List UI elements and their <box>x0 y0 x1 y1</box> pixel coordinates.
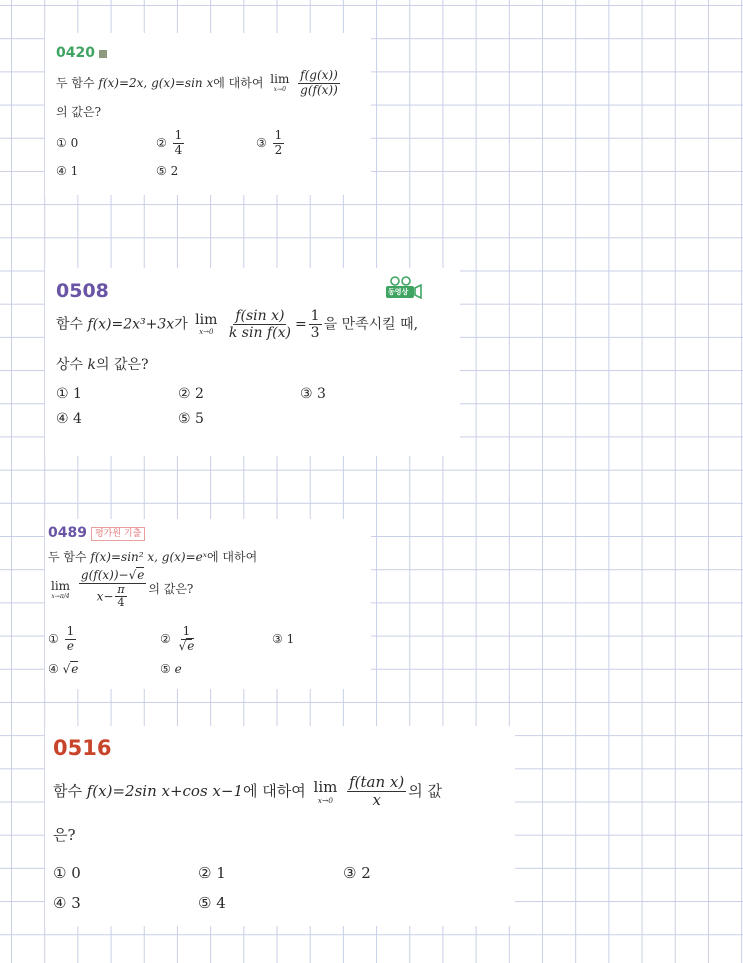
choice-2[interactable]: ② 1 <box>198 864 226 882</box>
function-definition: f(x)=2x³+3x <box>87 316 175 333</box>
limit-fraction: g(f(x))−√e x− $\frac{\pi}{4}$ <box>80 568 145 610</box>
choice-3[interactable]: ③ 2 <box>343 864 371 882</box>
limit-expression: lim x→π/4 g(f(x))−√e x− $\frac{\pi}{4}$ 의 값은? <box>51 568 194 610</box>
choice-3[interactable]: ③ 1 <box>272 632 295 646</box>
limit-operator: lim x→0 <box>270 72 290 94</box>
limit-operator: lim x→0 <box>313 777 338 805</box>
limit-fraction: $\frac{f(g(x))}{g(f(x))}$ <box>300 68 338 97</box>
choice-1[interactable]: ① 0 <box>53 864 81 882</box>
rhs-fraction: $\frac{1}{3}$ <box>310 308 320 342</box>
problem-statement: 두 함수 f(x)=2x, g(x)=sin x에 대하여 lim x→0 $\frac{f(g(x))}{g(f(x))}$ <box>56 68 338 97</box>
problem-number: 0420 <box>56 45 95 61</box>
limit-operator: lim x→π/4 <box>51 578 71 600</box>
limit-fraction: $\frac{\text{f(sin x)}}{\text{k sin f(x)}}$ <box>228 308 291 342</box>
choice-4[interactable]: ④ 3 <box>53 894 81 912</box>
problem-card-0420 <box>45 33 371 195</box>
problem-question: 상수 k의 값은? <box>56 357 149 373</box>
choice-5[interactable]: ⑤ 4 <box>198 894 226 912</box>
problem-header <box>48 525 145 541</box>
choice-1[interactable]: ① 0 <box>56 136 79 150</box>
problem-header <box>56 45 107 61</box>
choice-4[interactable]: ④ 1 <box>56 164 79 178</box>
problem-statement: 함수 f(x)=2sin x+cos x−1에 대하여 lim x→0 $\frac{\text{f(tan x)}}{x}$ 의 값 <box>53 773 442 810</box>
choice-2[interactable]: ② 2 <box>178 386 204 402</box>
choice-2[interactable]: ② $\frac{1}{√e}$ <box>160 624 195 653</box>
function-definition: f(x)=2sin x+cos x−1 <box>86 781 243 800</box>
problem-question: 은? <box>53 826 76 844</box>
choice-5[interactable]: ⑤ 2 <box>156 164 179 178</box>
problem-number: 0516 <box>53 736 112 760</box>
choice-4[interactable]: ④ 4 <box>56 411 82 427</box>
problem-statement: 두 함수 f(x)=sin² x, g(x)=eˣ에 대하여 <box>48 550 258 564</box>
choice-4[interactable]: ④ √e <box>48 662 79 676</box>
video-icon[interactable] <box>385 276 423 304</box>
choice-1[interactable]: ① 1 <box>56 386 82 402</box>
choice-5[interactable]: ⑤ 5 <box>178 411 204 427</box>
problem-header <box>56 280 109 302</box>
choice-2[interactable]: ② $\frac{1}{4}$ <box>156 128 183 157</box>
choice-1[interactable]: ① $\frac{1}{e}$ <box>48 624 75 653</box>
square-icon <box>99 50 107 58</box>
choice-3[interactable]: ③ $\frac{1}{2}$ <box>256 128 283 157</box>
problem-header <box>53 736 111 760</box>
problem-question: 의 값은? <box>56 105 102 119</box>
choice-3[interactable]: ③ 3 <box>300 386 326 402</box>
problem-statement: 함수 f(x)=2x³+3x가 lim x→0 $\frac{\text{f(sin x)}}{\text{k sin f(x)}}$ = $\frac{1}{3}$ 을 만족시킬 때, <box>56 308 419 342</box>
choice-5[interactable]: ⑤ e <box>160 662 182 676</box>
function-definition: f(x)=sin² x, g(x)=eˣ <box>90 550 208 564</box>
problem-card-0489 <box>45 519 371 689</box>
video-label: 동영상 <box>388 288 409 296</box>
problem-number: 0508 <box>56 280 109 302</box>
limit-fraction: $\frac{\text{f(tan x)}}{x}$ <box>349 773 405 810</box>
problem-number: 0489 <box>48 525 87 541</box>
problem-card-0516 <box>45 726 515 926</box>
function-definition: f(x)=2x, g(x)=sin x <box>98 75 214 90</box>
exam-source-badge: 평가원 기출 <box>91 527 145 541</box>
problem-card-0508 <box>45 268 460 456</box>
limit-operator: lim x→0 <box>195 312 218 337</box>
